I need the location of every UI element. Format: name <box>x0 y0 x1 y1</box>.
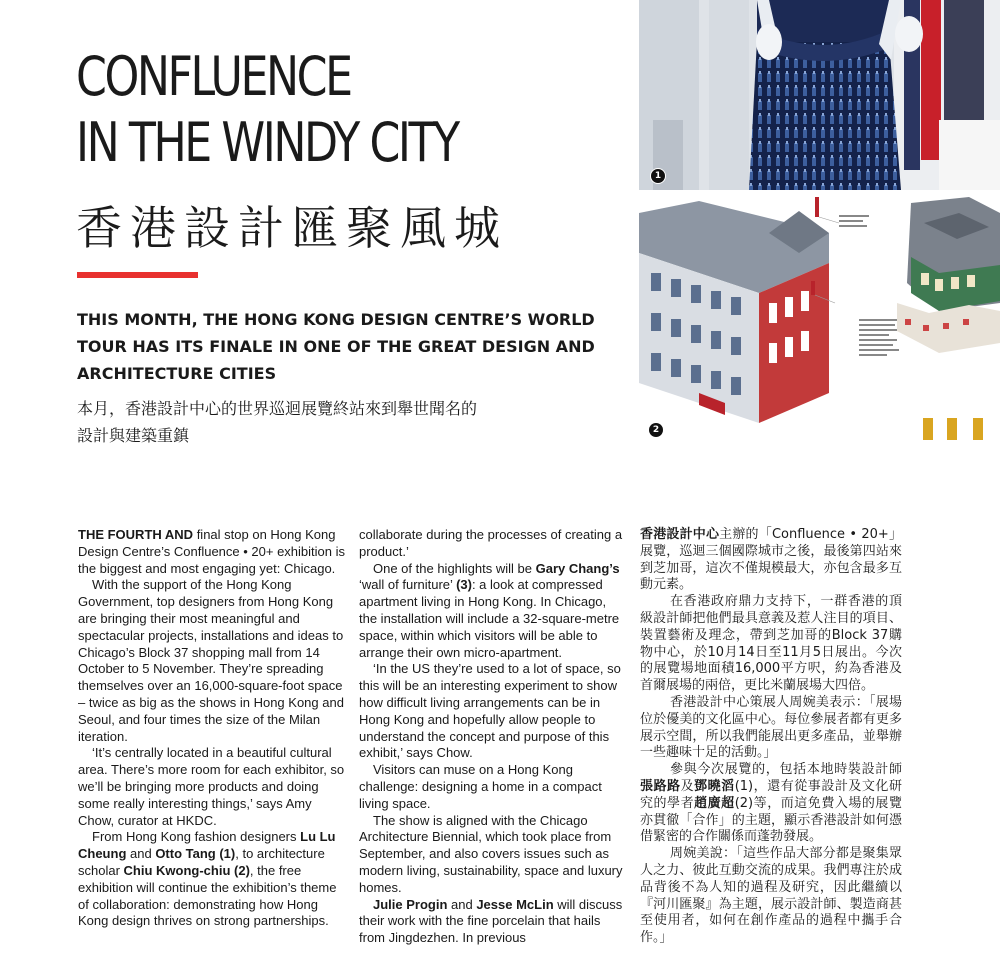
name-zh-tang: 鄧曉滔 <box>694 778 735 794</box>
col3-p4-text-a: 參與今次展覽的，包括本地時裝設計師 <box>670 762 902 778</box>
photo-number-badge <box>650 168 666 184</box>
name-otto-tang: Otto Tang (1) <box>155 846 236 862</box>
figure-ref-2: (2) <box>734 795 754 811</box>
name-zh-chiu: 趙廣超 <box>694 795 735 811</box>
name-lu-lu-cheung: Lu Lu Cheung <box>78 829 336 862</box>
col1-paragraph-1 <box>78 527 346 577</box>
headline-chinese: 香港設計匯聚風城 <box>76 201 508 255</box>
col1-paragraph-4 <box>78 829 346 930</box>
name-julie-progin: Julie Progin <box>373 896 448 912</box>
col3-p4-text-d: 等，而這免費入場的展覽亦貫徹「合作」的主題，顯示香港設計如何憑借緊密的合作關係而蓬勃發展。 <box>640 795 902 845</box>
col1-paragraph-3: ‘It’s centrally located in a beautiful cultural area. There’s more room for each exhibitor, so we’ll be bringing more products and doing some really interesting things,’ says Amy Chow, curator at HKDC. <box>78 745 345 828</box>
col2-p2-text-a: One of the highlights will be <box>373 560 536 576</box>
col3-p1-text: 主辦的「Confluence • 20+」展覽，巡迴三個國際城市之後，最後第四站來到芝加哥，這次不僅規模最大，亦包含最多互動元素。 <box>640 527 902 593</box>
name-chiu-kwong-chiu: Chiu Kwong-chiu (2) <box>123 862 250 878</box>
standfirst-chinese-line-1: 本月，香港設計中心的世界巡迴展覽終站來到舉世聞名的 <box>77 399 478 418</box>
fashion-photo <box>639 0 1000 190</box>
standfirst-chinese <box>77 395 597 449</box>
name-jesse-mclin: Jesse McLin <box>476 896 554 912</box>
col1-lead-in: THE FOURTH AND <box>78 527 194 542</box>
col3-paragraph-1 <box>640 527 902 594</box>
headline <box>76 44 458 176</box>
figure-ref-1: (1) <box>734 778 754 794</box>
figure-ref-3: (3) <box>456 577 472 593</box>
col1-p4-text-c: , to architecture scholar <box>78 846 325 878</box>
col1-p4-text-a: From Hong Kong fashion designers <box>92 829 301 845</box>
col2-paragraph-1: collaborate during the processes of creating a product.’ <box>359 527 623 559</box>
fashion-photo-art <box>639 0 1000 190</box>
col3-paragraph-2: 在香港政府鼎力支持下，一群香港的頂級設計師把他們最具意義及惹人注目的項目、裝置藝術及理念，帶到芝加哥的Block 37購物中心，於10月14日至11月5日展出。今次的展覽場地面積16,000平方呎，約為香港及首爾展場的兩倍，更比米蘭展場大四倍。 <box>640 594 902 694</box>
col3-paragraph-4 <box>640 762 902 846</box>
col1-p1-text: final stop on Hong Kong Design Centre’s Confluence • 20+ exhibition is the biggest and most engaging yet: Chicago. <box>78 527 345 576</box>
article-column-chinese <box>640 527 902 947</box>
col3-p4-text-b: 及 <box>680 778 695 794</box>
col2-paragraph-5: The show is aligned with the Chicago Architecture Biennial, which took place from September, and also covers issues such as modern living, sustainability, space and luxury homes. <box>359 812 623 895</box>
col1-paragraph-2: With the support of the Hong Kong Government, top designers from Hong Kong are bringing their most meaningful and spectacular projects, installations and ideas to Chicago’s Block 37 shopping mall from 14 October to 5 November. They’re spreading themselves over an 16,000-square-foot space – twice as big as the shows in Hong Kong and Seoul, and four times the size of the Milan iteration. <box>78 577 344 744</box>
col2-paragraph-2 <box>359 561 627 662</box>
col3-p4-text-c: ，還有從事設計及文化研究的學者 <box>640 778 902 811</box>
col2-p2-text-b: ‘wall of furniture’ <box>359 577 457 593</box>
col2-paragraph-6 <box>359 897 627 947</box>
illustration-number: 2 <box>652 425 660 435</box>
col2-paragraph-3: ‘In the US they’re used to a lot of space, so this will be an interesting experiment to show how difficult living arrangements can be in Hong Kong and hopefully allow people to understand the concept and purpose of this exhibit,’ says Chow. <box>359 661 621 761</box>
col3-lead-in: 香港設計中心 <box>640 527 720 542</box>
architecture-illustration-art <box>639 193 1000 444</box>
col1-p4-text-b: and <box>126 846 156 862</box>
col3-paragraph-3: 香港設計中心策展人周婉美表示：「展場位於優美的文化區中心。每位參展者都有更多展示空間，所以我們能展出更多產品，並舉辦一些趣味十足的活動。」 <box>640 694 902 761</box>
col2-p6-text-a: and <box>447 896 477 912</box>
article-column-2 <box>359 527 627 947</box>
headline-line-2: IN THE WINDY CITY <box>76 111 458 174</box>
name-zh-cheung: 張路路 <box>640 778 681 794</box>
architecture-illustration <box>639 193 1000 444</box>
col2-p2-text-c: : a look at compressed apartment living in Hong Kong. In Chicago, the installation will include a 32-square-metre space, within which visitors will be able to arrange their own micro-apartment. <box>359 577 620 660</box>
headline-line-1: CONFLUENCE <box>76 45 351 108</box>
col2-paragraph-4: Visitors can muse on a Hong Kong challenge: designing a home in a compact living space. <box>359 762 602 811</box>
standfirst-chinese-line-2: 設計與建築重鎮 <box>77 426 190 445</box>
article-column-1 <box>78 527 346 930</box>
col2-p6-text-b: will discuss their work with the fine porcelain that hails from Jingdezhen. In previous <box>359 896 623 946</box>
col3-paragraph-5: 周婉美說：「這些作品大部分都是聚集眾人之力、彼此互動交流的成果。我們專注於成品背後不為人知的過程及研究，因此繼續以『河川匯聚』為主題，展示設計師、製造商甚至使用者，如何在創作產品的過程中攜手合作。」 <box>640 846 902 946</box>
standfirst-english: THIS MONTH, THE HONG KONG DESIGN CENTRE’S WORLD TOUR HAS ITS FINALE IN ONE OF THE GREAT DESIGN AND ARCHITECTURE CITIES <box>77 310 595 383</box>
name-gary-chang: Gary Chang’s <box>535 560 620 576</box>
col1-p4-text-d: , the free exhibition will continue the exhibition’s theme of collaboration: demonstrating how Hong Kong design thrives on strong partnerships. <box>78 862 337 929</box>
photo-number: 1 <box>654 171 662 181</box>
illustration-number-badge <box>649 423 663 437</box>
accent-rule <box>77 272 198 278</box>
